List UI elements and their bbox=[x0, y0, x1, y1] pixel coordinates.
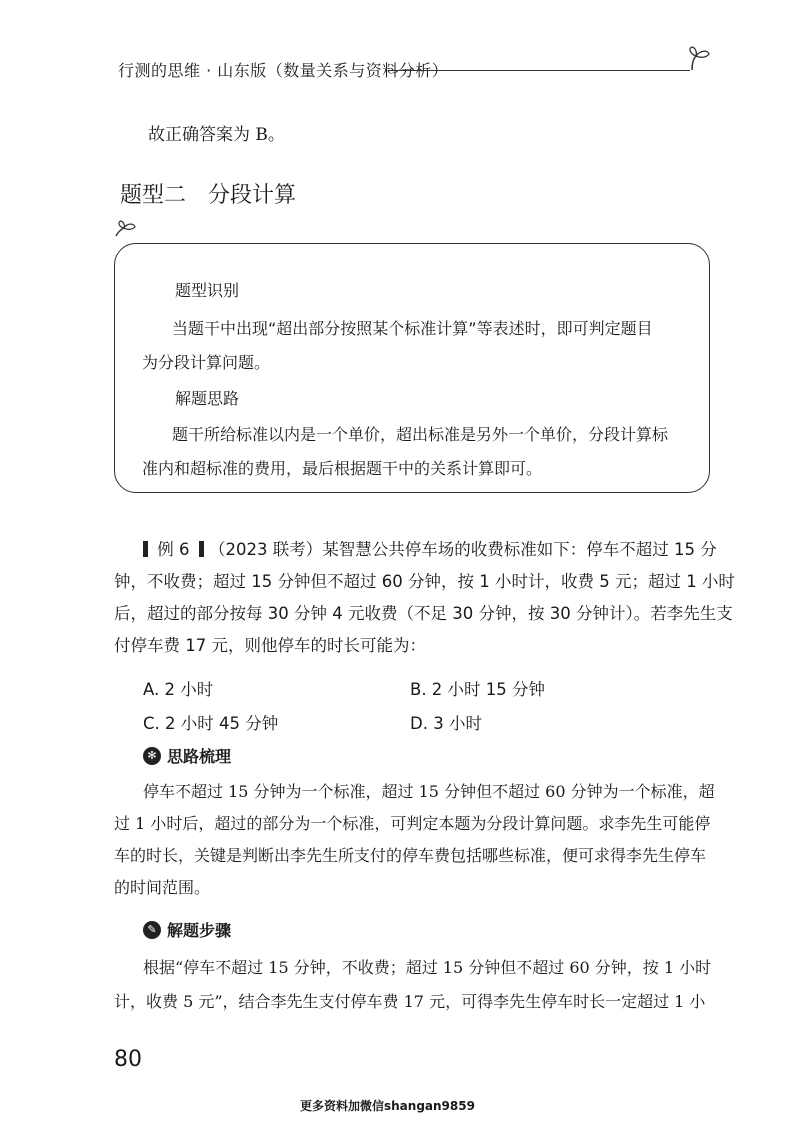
approach-label: 解题思路 bbox=[175, 389, 240, 408]
footer-note: 更多资料加微信shangan9859 bbox=[300, 1099, 475, 1113]
tag-bar-right bbox=[199, 541, 204, 557]
option-d: D. 3 小时 bbox=[410, 714, 482, 733]
steps-line: 计，收费 5 元”，结合李先生支付停车费 17 元，可得李先生停车时长一定超过 1 小 bbox=[114, 992, 706, 1011]
example-text: （2023 联考）某智慧公共停车场的收费标准如下：停车不超过 15 分 bbox=[209, 540, 717, 559]
running-header: 行测的思维 · 山东版（数量关系与资料分析） bbox=[118, 61, 449, 80]
sprout-icon bbox=[112, 218, 140, 240]
thinking-heading bbox=[143, 744, 231, 767]
gear-icon: ✻ bbox=[143, 747, 161, 765]
option-b: B. 2 小时 15 分钟 bbox=[410, 680, 546, 699]
pen-icon: ✎ bbox=[143, 921, 161, 939]
header-rule bbox=[388, 70, 690, 71]
tag-bar-left bbox=[143, 541, 148, 557]
identify-label: 题型识别 bbox=[175, 281, 240, 300]
option-a: A. 2 小时 bbox=[143, 680, 214, 699]
example-tag: 例 6 bbox=[157, 540, 190, 559]
steps-line: 根据“停车不超过 15 分钟，不收费；超过 15 分钟但不超过 60 分钟，按 1 小时 bbox=[143, 958, 712, 977]
thinking-label: 思路梳理 bbox=[167, 747, 232, 766]
approach-text-line: 准内和超标准的费用，最后根据题干中的关系计算即可。 bbox=[142, 459, 543, 478]
approach-text-line: 题干所给标准以内是一个单价，超出标准是另外一个单价，分段计算标 bbox=[172, 425, 669, 444]
example-question-line: 后，超过的部分按每 30 分钟 4 元收费（不足 30 分钟，按 30 分钟计）。若李先生支 bbox=[114, 604, 733, 623]
section-title: 题型二 分段计算 bbox=[120, 183, 297, 208]
thinking-line: 停车不超过 15 分钟为一个标准，超过 15 分钟但不超过 60 分钟为一个标准，超 bbox=[143, 782, 715, 801]
example-question-line: 钟，不收费；超过 15 分钟但不超过 60 分钟，按 1 小时计，收费 5 元；超过 1 小时 bbox=[114, 572, 735, 591]
thinking-line: 的时间范围。 bbox=[114, 878, 211, 897]
example-question-line: 付停车费 17 元，则他停车的时长可能为： bbox=[114, 636, 426, 655]
steps-label: 解题步骤 bbox=[167, 921, 232, 940]
thinking-line: 车的时长，关键是判断出李先生所支付的停车费包括哪些标准，便可求得李先生停车 bbox=[114, 846, 707, 865]
page-number: 80 bbox=[114, 1047, 142, 1072]
option-c: C. 2 小时 45 分钟 bbox=[143, 714, 279, 733]
thinking-line: 过 1 小时后，超过的部分为一个标准，可判定本题为分段计算问题。求李先生可能停 bbox=[114, 814, 711, 833]
answer-line: 故正确答案为 B。 bbox=[148, 125, 285, 145]
sprout-icon bbox=[684, 44, 714, 74]
identify-text-line: 为分段计算问题。 bbox=[142, 353, 271, 372]
identify-text-line: 当题干中出现“超出部分按照某个标准计算”等表述时，即可判定题目 bbox=[172, 319, 653, 338]
example-question-line bbox=[143, 534, 717, 566]
steps-heading bbox=[143, 918, 231, 941]
